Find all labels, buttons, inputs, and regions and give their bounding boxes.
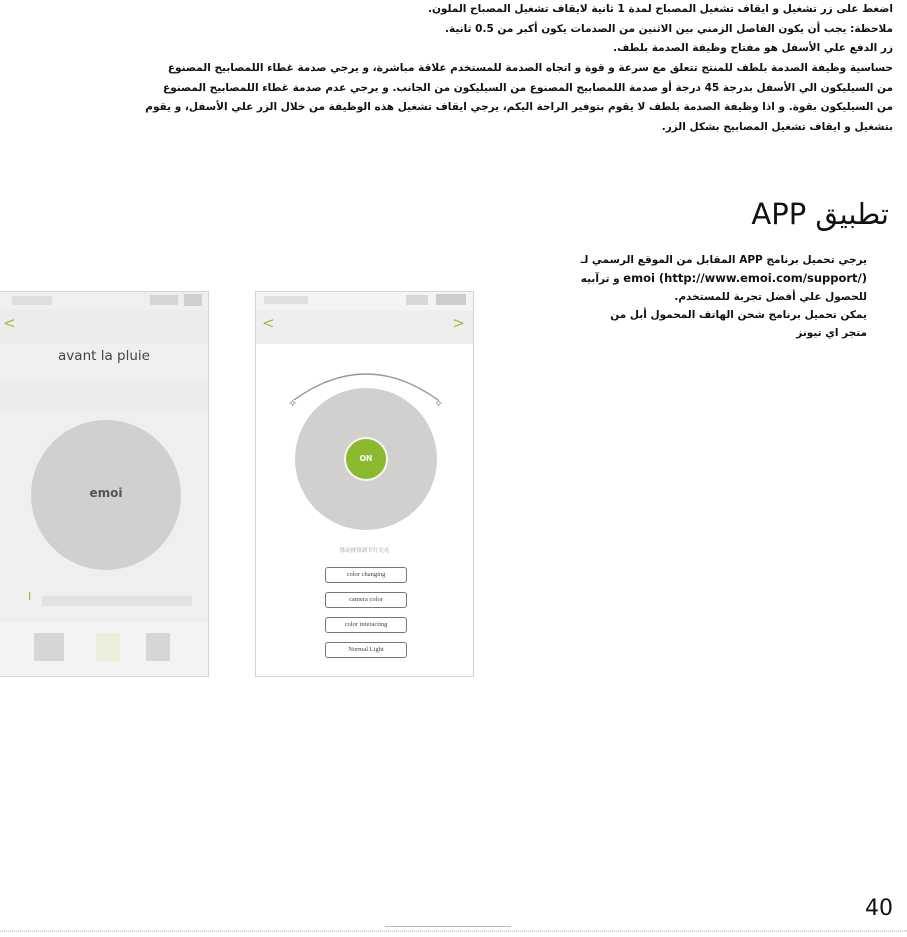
section-title: تطبيق APP xyxy=(751,197,889,231)
tab-icon[interactable] xyxy=(34,633,64,661)
phone-screenshot-left xyxy=(0,291,209,677)
dim-sun-icon: ✧ xyxy=(288,397,298,410)
instructions-paragraph xyxy=(3,0,893,59)
forward-chevron-icon[interactable]: > xyxy=(452,314,465,332)
tab-icon[interactable] xyxy=(96,633,120,661)
mode-button-color-interacting[interactable]: color interacting xyxy=(325,617,407,633)
sensitivity-paragraph xyxy=(3,59,893,137)
page-number: 40 xyxy=(865,896,893,921)
text-line xyxy=(507,269,867,288)
status-bar xyxy=(0,292,208,310)
tab-icon[interactable] xyxy=(146,633,170,661)
text-line: حساسية وظيفة الصدمة بلطف للمنتج تتعلق مع سرعة و قوة و اتجاه الصدمة للمستخدم علاقة مباشرة، و يرجي صدمة غطاء اللمصابيح المصنوع xyxy=(167,62,893,74)
nav-bar xyxy=(256,310,473,344)
blurred-slider xyxy=(42,596,192,606)
status-blur xyxy=(12,296,52,305)
mode-button-color-changing[interactable]: color changing xyxy=(325,567,407,583)
text-fragment: و ترآبيه xyxy=(580,273,624,285)
website-link[interactable]: emoi (http://www.emoi.com/support/) xyxy=(623,271,867,285)
text-line: من السيليكون بقوة. و اذا وظيفة الصدمة بلطف لا يقوم بتوفير الراحة اليكم، يرجي ايقاف تشغيل هذه الوظيفة من خلال الزر علي الأسفل، و يقوم xyxy=(145,101,893,113)
text-line: اضغط على زر تشغيل و ايقاف تشغيل المصباح لمدة 1 ثانية لايقاف تشغيل المصباح الملون. xyxy=(427,3,893,15)
nav-bar xyxy=(0,310,208,344)
back-chevron-icon[interactable]: < xyxy=(262,314,275,332)
text-line: زر الدفع علي الأسفل هو مفتاح وظيفة الصدمة بلطف. xyxy=(613,42,893,54)
slider-marker[interactable]: I xyxy=(28,590,32,603)
status-blur xyxy=(436,294,466,305)
emoi-circle[interactable] xyxy=(31,420,181,570)
phone-screenshot-right xyxy=(255,291,474,677)
status-blur xyxy=(264,296,308,304)
text-line: من السيليكون الي الأسفل بدرجة 45 درجة أو صدمة اللمصابيح المصنوع من السيليكون من الجانب. و يرجي عدم صدمة غطاء اللمصابيح المصنوع xyxy=(163,81,893,94)
app-download-text xyxy=(507,251,867,342)
mode-button-normal-light[interactable]: Normal Light xyxy=(325,642,407,658)
status-blur xyxy=(406,295,428,305)
bright-sun-icon: ✧ xyxy=(434,397,444,410)
status-blur xyxy=(150,295,178,305)
text-line: يرجي تحميل برنامج APP المقابل من الموقع الرسمي لـ xyxy=(580,254,867,266)
text-line: متجر اي تيونز xyxy=(796,327,867,339)
text-line: للحصول علي أفضل تجربة للمستخدم. xyxy=(674,291,867,303)
status-blur xyxy=(184,294,202,306)
text-line: بتشغيل و ايقاف تشغيل المصابيح بشكل الزر. xyxy=(661,120,893,133)
brand-label: emoi xyxy=(89,486,123,500)
back-chevron-icon[interactable]: < xyxy=(3,314,16,332)
text-line: ملاحظة: يجب أن يكون الفاصل الزمني بين الاثنين من الصدمات يكون أكبر من 0.5 ثانية. xyxy=(445,22,893,35)
footer-divider xyxy=(0,930,907,932)
status-bar xyxy=(256,292,473,310)
text-line: يمكن تحميل برنامج شحن الهاتف المحمول أبل من xyxy=(610,309,867,321)
hint-caption: 移动按钮调节灯光亮 xyxy=(339,548,390,554)
power-on-button[interactable]: ON xyxy=(344,437,388,481)
blurred-row xyxy=(0,380,209,412)
phone-title: avant la pluie xyxy=(58,348,150,364)
mode-button-camera-color[interactable]: camera color xyxy=(325,592,407,608)
